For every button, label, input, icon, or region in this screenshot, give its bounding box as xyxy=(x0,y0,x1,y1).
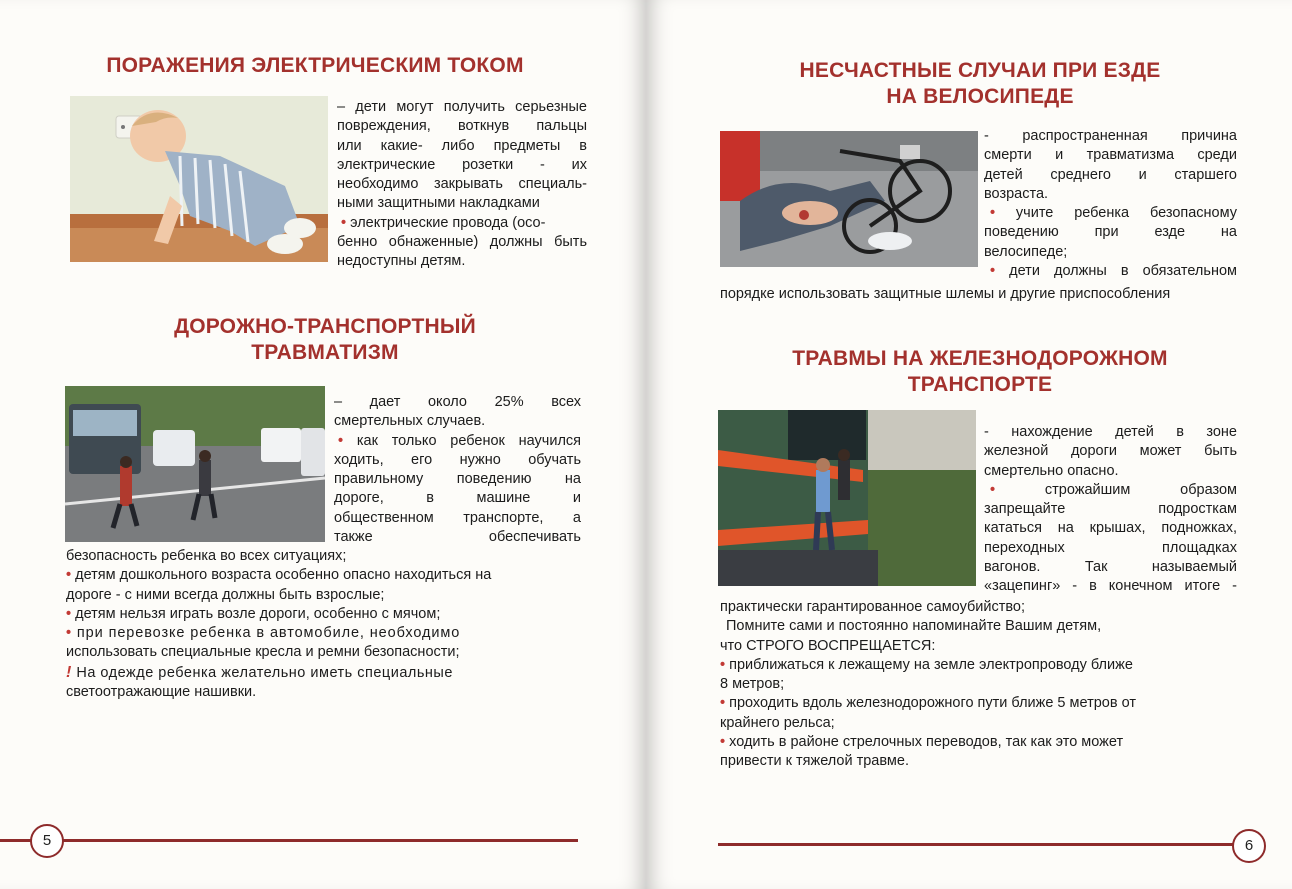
train-photo xyxy=(718,410,976,586)
road-side-line: как только ребенок научился xyxy=(356,432,582,449)
railway-side-line: смертельно опасно. xyxy=(984,462,1119,479)
road-crossing-photo xyxy=(65,386,325,542)
bullet-icon: • xyxy=(338,432,344,449)
bicycle-full-line: порядке использовать защитные шлемы и другие приспособления xyxy=(720,286,1171,302)
bullet-icon: • xyxy=(66,605,72,622)
road-side-line: также обеспечивать xyxy=(334,529,581,546)
bicycle-bullet-item xyxy=(984,262,1237,281)
bullet-icon: • xyxy=(341,214,347,231)
railway-bullet-item xyxy=(720,694,1240,713)
bicycle-side-line: поведению при езде на xyxy=(984,224,1237,241)
road-side-line: ходить, его нужно обучать xyxy=(334,451,581,468)
electric-line: или какие- либо предметы в xyxy=(337,137,587,154)
railway-heading-line: ТРАНСПОРТЕ xyxy=(907,373,1053,396)
railway-line: ходить в районе стрелочных переводов, так как это может xyxy=(729,734,1124,751)
electric-line: бенно обнаженные) должны быть xyxy=(337,234,587,251)
railway-line: практически гарантированное самоубийство; xyxy=(720,599,1026,615)
electric-line: ными защитными накладками xyxy=(337,195,540,212)
bicycle-side-line: велосипеде; xyxy=(984,243,1068,260)
road-line: детям нельзя играть возле дороги, особенно с мячом; xyxy=(75,605,441,622)
railway-line: приближаться к лежащему на земле электропроводу ближе xyxy=(729,656,1133,673)
bullet-icon: • xyxy=(720,656,726,673)
bullet-icon: • xyxy=(720,734,726,751)
bicycle-side-text xyxy=(984,127,1237,281)
railway-line: 8 метров; xyxy=(720,676,785,693)
road-side-line: – дает около 25% всех xyxy=(334,394,581,410)
railway-side-line: - нахождение детей в зоне xyxy=(984,424,1237,440)
railway-line: что СТРОГО ВОСПРЕЩАЕТСЯ: xyxy=(720,637,936,654)
railway-heading xyxy=(720,346,1240,398)
bullet-icon: • xyxy=(990,481,996,498)
footer-rule xyxy=(0,839,578,842)
road-line: дороге - с ними всегда должны быть взрослые; xyxy=(66,586,385,603)
road-line: безопасность ребенка во всех ситуациях; xyxy=(66,548,347,564)
railway-side-line: вагонов. Так называемый xyxy=(984,559,1237,576)
bicycle-side-line: возраста. xyxy=(984,185,1049,202)
railway-line: привести к тяжелой травме. xyxy=(720,753,909,770)
railway-side-text xyxy=(984,423,1237,597)
road-bullet-item xyxy=(66,624,581,643)
electric-heading: ПОРАЖЕНИЯ ЭЛЕКТРИЧЕСКИМ ТОКОМ xyxy=(106,54,524,77)
electric-line: повреждения, воткнув пальцы xyxy=(337,118,587,135)
bicycle-side-line: учите ребенка безопасному xyxy=(1015,205,1238,222)
bicycle-heading-line: НА ВЕЛОСИПЕДЕ xyxy=(886,85,1074,108)
child-socket-photo xyxy=(70,96,328,262)
road-side-line: общественном транспорте, а xyxy=(334,509,581,526)
railway-heading-line: ТРАВМЫ НА ЖЕЛЕЗНОДОРОЖНОМ xyxy=(792,347,1168,370)
railway-side-line: «зацепинг» - в конечном итоге - xyxy=(984,578,1237,595)
bicycle-accident-photo xyxy=(720,131,978,267)
railway-bullet-item xyxy=(720,656,1240,675)
road-heading-line: ДОРОЖНО-ТРАНСПОРТНЫЙ xyxy=(174,315,476,338)
exclamation-icon: ! xyxy=(66,663,72,681)
bicycle-heading xyxy=(720,58,1240,110)
electric-line: – дети могут получить серьезные xyxy=(337,99,587,115)
road-side-line: смертельных случаев. xyxy=(334,413,486,430)
road-bullet-item xyxy=(66,605,581,624)
railway-bullet-item xyxy=(984,481,1237,500)
road-side-line: правильному поведению на xyxy=(334,471,581,488)
road-bottom-text xyxy=(66,547,581,702)
railway-line: крайнего рельса; xyxy=(720,714,835,731)
railway-side-line: переходных площадках xyxy=(984,539,1237,556)
footer-rule xyxy=(718,843,1248,846)
right-page xyxy=(646,0,1292,889)
road-heading-line: ТРАВМАТИЗМ xyxy=(251,341,399,364)
road-heading xyxy=(60,314,590,366)
electric-bullet-item xyxy=(337,214,587,233)
electric-line: электрические розетки - их xyxy=(337,156,587,173)
railway-bottom-text xyxy=(720,598,1240,772)
railway-line: проходить вдоль железнодорожного пути ближе 5 метров от xyxy=(729,695,1136,712)
bicycle-side-line: смерти и травматизма среди xyxy=(984,147,1237,164)
road-line: при перевозке ребенка в автомобиле, необходимо xyxy=(76,625,461,642)
bullet-icon: • xyxy=(66,625,72,642)
bicycle-side-line: дети должны в обязательном xyxy=(1009,263,1237,280)
road-warning-item xyxy=(66,663,581,683)
road-line: На одежде ребенка желательно иметь специальные xyxy=(76,664,453,681)
page-number: 5 xyxy=(30,824,64,858)
bicycle-heading-line: НЕСЧАСТНЫЕ СЛУЧАИ ПРИ ЕЗДЕ xyxy=(799,59,1161,82)
railway-side-line: железной дороги может быть xyxy=(984,443,1237,460)
road-bullet-item xyxy=(66,566,581,585)
road-line: детям дошкольного возраста особенно опасно находиться на xyxy=(75,567,492,584)
bicycle-side-line: - распространенная причина xyxy=(984,128,1237,144)
railway-line: Помните сами и постоянно напоминайте Вашим детям, xyxy=(726,618,1102,635)
bullet-icon: • xyxy=(720,695,726,712)
bicycle-bullet-item xyxy=(984,204,1237,223)
road-side-text xyxy=(334,393,581,547)
road-bullet-item xyxy=(334,432,581,451)
page-number: 6 xyxy=(1232,829,1266,863)
electric-line: недоступны детям. xyxy=(337,253,466,270)
railway-side-line: кататься на крышах, подножках, xyxy=(984,520,1237,537)
road-line: использовать специальные кресла и ремни безопасности; xyxy=(66,644,460,661)
road-side-line: дороге, в машине и xyxy=(334,490,581,507)
bullet-icon: • xyxy=(990,205,996,222)
bullet-icon: • xyxy=(990,263,996,280)
railway-bullet-item xyxy=(720,733,1240,752)
bullet-icon: • xyxy=(66,567,72,584)
railway-side-line: строжайшим образом xyxy=(1044,481,1237,498)
electric-text xyxy=(337,98,587,272)
railway-side-line: запрещайте подросткам xyxy=(984,501,1237,518)
road-line: светоотражающие нашивки. xyxy=(66,684,257,701)
bicycle-side-line: детей среднего и старшего xyxy=(984,166,1237,183)
electric-line: электрические провода (осо- xyxy=(350,214,546,231)
electric-line: необходимо закрывать специаль- xyxy=(337,176,587,193)
